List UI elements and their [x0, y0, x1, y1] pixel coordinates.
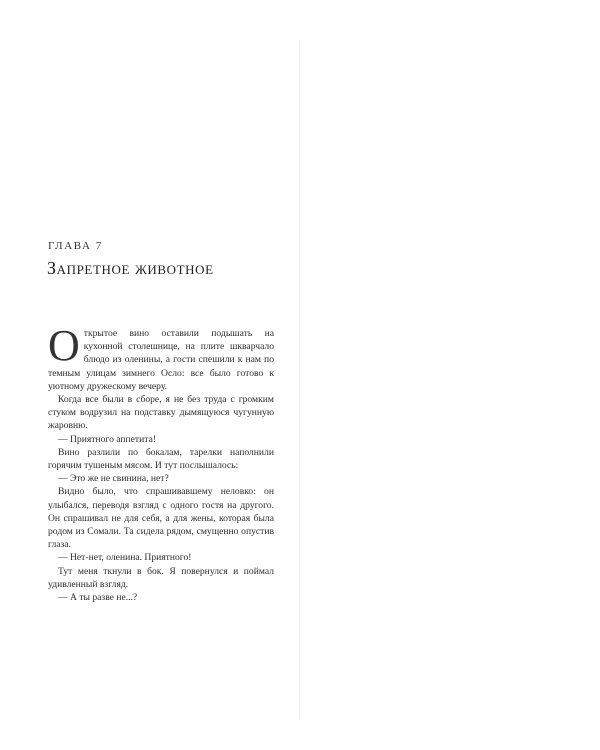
- paragraph: — Это же не свинина, нет?: [58, 473, 169, 485]
- chapter-label: ГЛАВА 7: [48, 240, 103, 252]
- chapter-title: Запретное животное: [47, 258, 214, 278]
- paragraph: Вино разлили по бокалам, тарелки наполнили горячим тушеным мясом. И тут послышалось:: [48, 446, 274, 472]
- paragraph: Видно было, что спрашивавшему неловко: он улыбался, переводя взгляд с одного гостя на другого. Он спрашивал не для себя, а для жены, которая была родом из Сомали. Та сидела рядом, смущенно опустив глаза.: [48, 486, 274, 551]
- drop-cap: О: [48, 321, 80, 370]
- paragraph: Тут меня ткнули в бок. Я повернулся и поймал удивленный взгляд.: [48, 565, 274, 590]
- opening-paragraph: [48, 321, 274, 393]
- paragraph: Когда все были в сборе, я не без труда с громким стуком водрузил на подставку дымящуюся чугунную жаровню.: [48, 394, 274, 432]
- paragraph: — А ты разве не...?: [58, 592, 138, 604]
- paragraph: — Нет-нет, оленина. Приятного!: [58, 552, 192, 564]
- opening-paragraph-text: ткрытое вино оставили подышать на кухонной столешнице, на плите шкварчало блюдо из оленины, а гости спешили к нам по темным улицам зимнего Осло: все было готово к уютному дружескому вечеру.: [48, 328, 274, 392]
- right-page: [300, 0, 600, 750]
- paragraph: — Приятного аппетита!: [58, 433, 157, 445]
- left-body-text: [48, 321, 274, 604]
